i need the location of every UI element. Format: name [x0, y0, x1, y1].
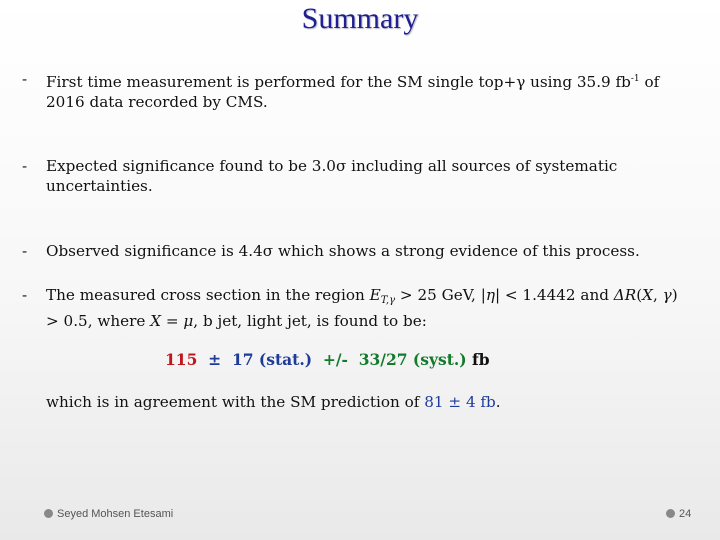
- bullet-marker: -: [22, 157, 28, 175]
- author-name: Seyed Mohsen Etesami: [57, 508, 174, 520]
- bullet-marker: -: [22, 70, 28, 88]
- page-number: 24: [679, 508, 692, 520]
- bullet-text: Observed significance is 4.4σ which shows a strong evidence of this process.: [46, 242, 640, 260]
- math-symbol: γ: [662, 286, 672, 304]
- sm-prediction-value: 81 ± 4 fb: [424, 393, 496, 411]
- text-segment: > 25 GeV, |: [395, 286, 486, 304]
- math-symbol: X: [642, 286, 653, 304]
- plus-minus-sign: ±: [197, 350, 232, 369]
- text-segment: using 35.9 fb: [525, 73, 631, 91]
- text-segment: First time measurement is performed for the SM single top+: [46, 73, 517, 91]
- text-segment: (: [636, 286, 643, 304]
- plus-minus-sign: +/-: [312, 350, 359, 369]
- math-symbol: μ: [183, 312, 194, 330]
- footer-page-number: [666, 508, 691, 520]
- footer-author: [44, 508, 173, 520]
- math-symbol: ΔR: [613, 286, 637, 304]
- slide-title: Summary: [301, 2, 419, 35]
- stat-uncertainty: 17 (stat.): [231, 350, 313, 369]
- bullet-item: [22, 69, 682, 112]
- superscript: -1: [630, 74, 640, 84]
- math-symbol: E: [369, 286, 381, 304]
- agreement-text: [46, 393, 501, 411]
- text-segment: , b jet, light jet, is found to be:: [193, 312, 427, 330]
- bullet-dot-icon: [666, 509, 675, 518]
- cross-section-result: [165, 350, 490, 369]
- math-symbol: X: [150, 312, 162, 330]
- subscript: T,γ: [380, 295, 396, 306]
- text-segment: ,: [652, 286, 663, 304]
- math-symbol: η: [485, 286, 495, 304]
- bullet-text: [46, 69, 682, 112]
- bullet-dot-icon: [44, 509, 53, 518]
- bullet-text: [46, 285, 682, 331]
- text-segment: which is in agreement with the SM prediction of: [46, 393, 425, 411]
- text-segment: | < 1.4442 and: [494, 286, 614, 304]
- text-segment: of 2016 data recorded by CMS.: [46, 73, 660, 111]
- text-segment: .: [495, 393, 501, 411]
- bullet-text: Expected significance found to be 3.0σ including all sources of systematic uncertainties.: [46, 157, 618, 195]
- text-segment: The measured cross section in the region: [46, 286, 370, 304]
- bullet-marker: -: [22, 242, 28, 260]
- result-unit: fb: [466, 350, 490, 369]
- bullet-item: [22, 156, 682, 196]
- bullet-item: [22, 285, 682, 331]
- bullet-item: [22, 241, 682, 261]
- syst-uncertainty: 33/27 (syst.): [358, 350, 467, 369]
- text-segment: ) > 0.5, where: [46, 286, 678, 330]
- text-segment: =: [161, 312, 184, 330]
- bullet-marker: -: [22, 286, 28, 304]
- gamma-symbol: γ: [516, 73, 526, 91]
- result-value: 115: [165, 350, 198, 369]
